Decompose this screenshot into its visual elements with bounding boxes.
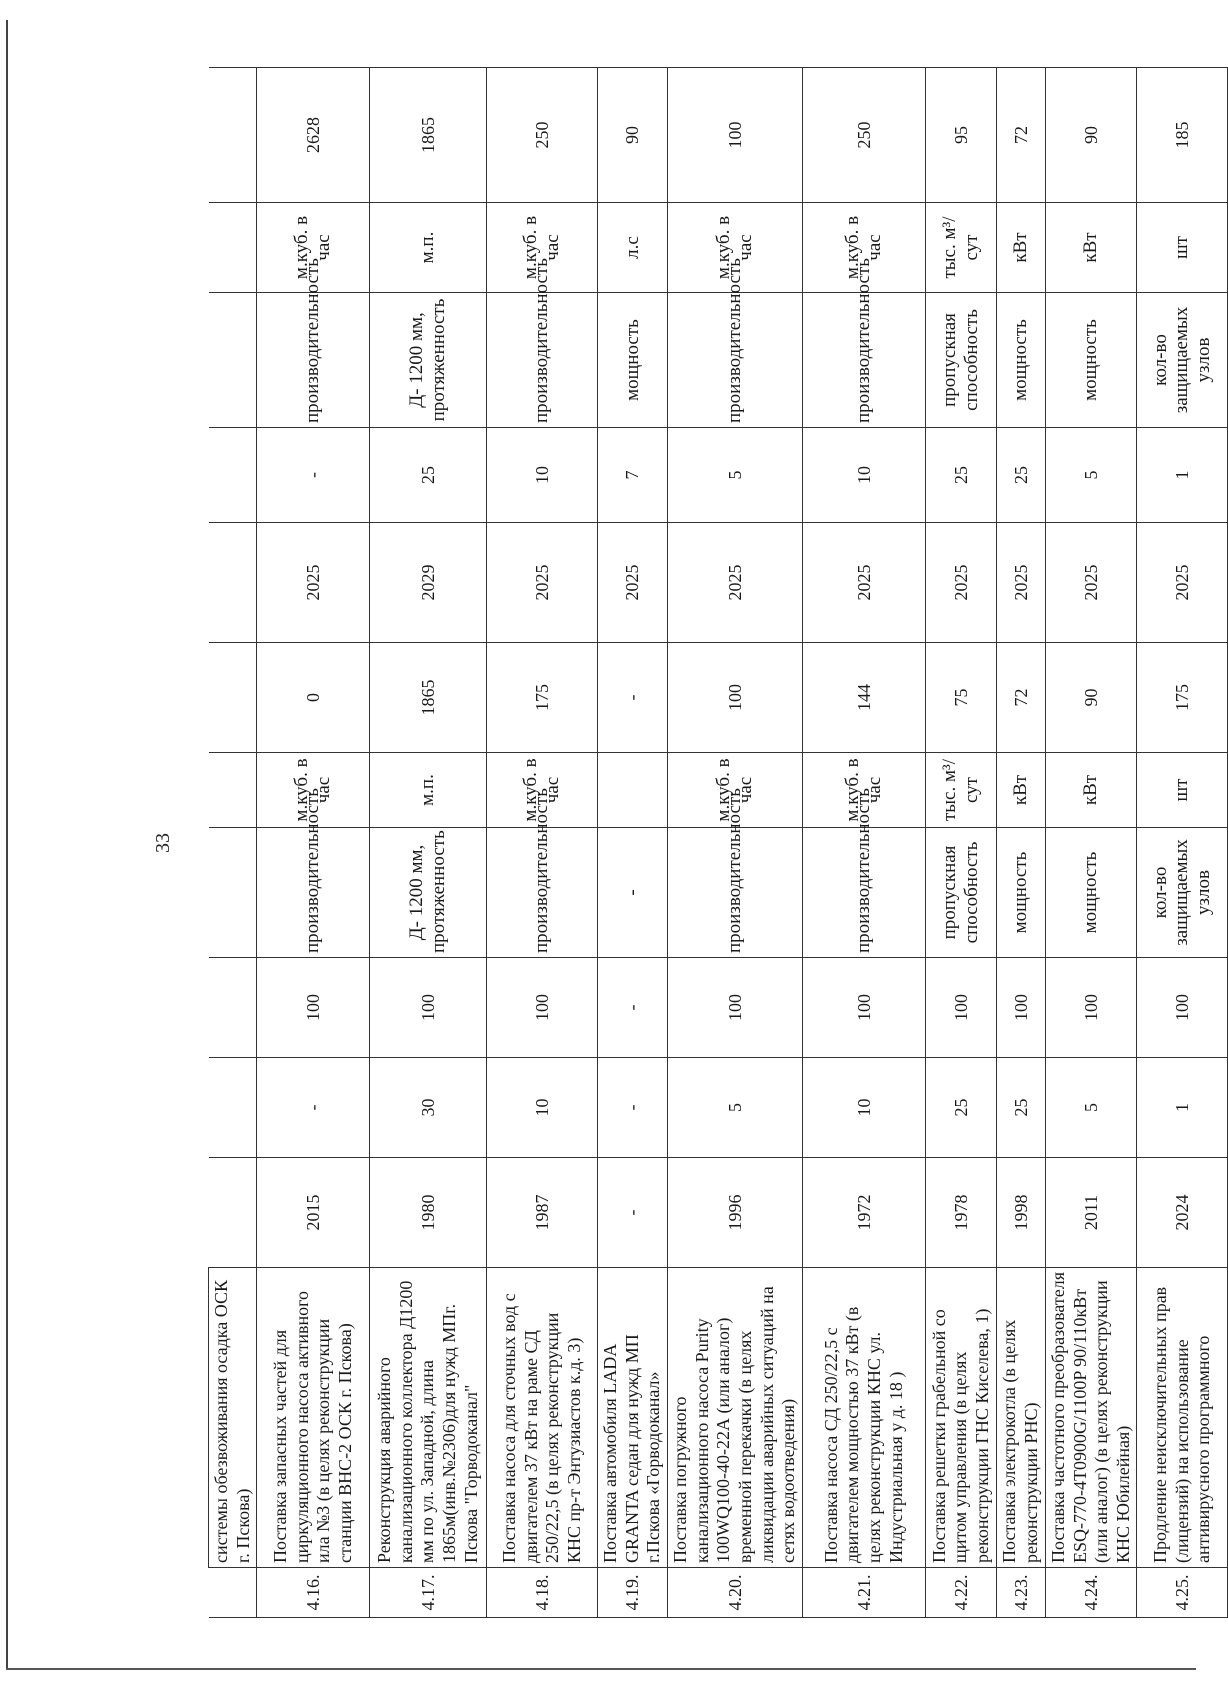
table-cell-share: 100	[996, 958, 1045, 1058]
table-cell-unit-after: шт	[1137, 203, 1228, 293]
table-cell-unit-before: м.куб. в час	[487, 753, 598, 828]
table-cell-lifetime: -	[257, 428, 370, 523]
table-row	[257, 68, 370, 1618]
table-cell-unit-after: м.куб. в час	[257, 203, 370, 293]
table-cell-wear: -	[598, 1058, 668, 1158]
table-cell-unit-before: м.куб. в час	[257, 753, 370, 828]
table-row	[996, 68, 1045, 1618]
table-cell-parameter-before: производительность	[487, 828, 598, 958]
page-number: 33	[152, 833, 174, 853]
table-cell-year-plan: 2025	[925, 523, 996, 643]
table-cell-unit-before	[598, 753, 668, 828]
table-cell-share: 100	[1045, 958, 1136, 1058]
table-cell-description: Поставка насоса СД 250/22,5 с двигателем мощностью 37 кВт (в целях реконструкции КНС ул. Индустриальная у д. 18 )	[802, 1268, 925, 1568]
table-cell-wear: -	[257, 1058, 370, 1158]
table-row	[1137, 68, 1228, 1618]
table-cell-description: Поставка электрокотла (в целях реконструкции РНС)	[996, 1268, 1045, 1568]
table-cell-share: 100	[257, 958, 370, 1058]
table-cell-parameter-after: производительность	[487, 293, 598, 428]
table-cell-year-plan: 2025	[996, 523, 1045, 643]
table-cell-num: 4.17.	[370, 1568, 487, 1618]
table-cell-lifetime: 7	[598, 428, 668, 523]
table-cell-share: 100	[667, 958, 802, 1058]
table-cell-empty	[209, 523, 257, 643]
table-cell-value-before: -	[598, 643, 668, 753]
table-cell-lifetime: 5	[667, 428, 802, 523]
table-cell-description: Поставка запасных частей для циркуляционного насоса активного ила №3 (в целях реконструкции станции ВНС-2 ОСК г. Пскова)	[257, 1268, 370, 1568]
table-cell-parameter-before: -	[598, 828, 668, 958]
table-cell-num: 4.19.	[598, 1568, 668, 1618]
table-cell-value-after: 250	[487, 68, 598, 203]
scan-edge-left	[6, 20, 8, 1670]
table-cell-parameter-before: пропускная способность	[925, 828, 996, 958]
investment-table	[208, 67, 1228, 1618]
table-cell-unit-after: л.с	[598, 203, 668, 293]
table-cell-parameter-before: производительность	[257, 828, 370, 958]
table-row	[802, 68, 925, 1618]
table-cell-share: 100	[925, 958, 996, 1058]
table-row	[487, 68, 598, 1618]
table-cell-unit-after: тыс. м³/сут	[925, 203, 996, 293]
table-cell-wear: 10	[487, 1058, 598, 1158]
table-cell-num: 4.21.	[802, 1568, 925, 1618]
table-cell-unit-before: м.п.	[370, 753, 487, 828]
table-cell-unit-after: кВт	[1045, 203, 1136, 293]
table-body	[209, 68, 1228, 1618]
table-cell-value-after: 90	[598, 68, 668, 203]
table-cell-parameter-before: мощность	[1045, 828, 1136, 958]
table-cell-empty	[209, 958, 257, 1058]
table-cell-year-plan: 2025	[667, 523, 802, 643]
table-cell-wear: 25	[996, 1058, 1045, 1158]
table-cell-unit-after: м.п.	[370, 203, 487, 293]
table-cell-num	[209, 1568, 257, 1618]
table-cell-value-before: 175	[1137, 643, 1228, 753]
table-cell-parameter-after: производительность	[257, 293, 370, 428]
table-cell-parameter-before: кол-во защищаемых узлов	[1137, 828, 1228, 958]
table-cell-year-built: 1980	[370, 1158, 487, 1268]
table-cell-lifetime: 10	[802, 428, 925, 523]
table-cell-description: Реконструкция аварийного канализационного коллектора Д1200 мм по ул. Западной, длина 1865м(инв.№2306)для нужд МПг. Пскова "Горводоканал"	[370, 1268, 487, 1568]
table-cell-year-built: 2015	[257, 1158, 370, 1268]
table-cell-parameter-after: производительность	[667, 293, 802, 428]
table-cell-empty	[209, 428, 257, 523]
table-cell-parameter-after: Д- 1200 мм, протяженность	[370, 293, 487, 428]
table-cell-empty	[209, 293, 257, 428]
table-cell-description: Поставка решетки грабельной со щитом управления (в целях реконструкции ГНС Киселева, 1)	[925, 1268, 996, 1568]
table-cell-num: 4.18.	[487, 1568, 598, 1618]
table-cell-value-before: 175	[487, 643, 598, 753]
table-row	[370, 68, 487, 1618]
table-cell-value-before: 144	[802, 643, 925, 753]
table-cell-unit-after: м.куб. в час	[802, 203, 925, 293]
table-cell-num: 4.23.	[996, 1568, 1045, 1618]
table-cell-num: 4.22.	[925, 1568, 996, 1618]
table-cell-lifetime: 10	[487, 428, 598, 523]
table-cell-empty	[209, 1158, 257, 1268]
table-cell-value-before: 1865	[370, 643, 487, 753]
table-cell-wear: 5	[667, 1058, 802, 1158]
table-cell-lifetime: 25	[925, 428, 996, 523]
table-cell-parameter-after: производительность	[802, 293, 925, 428]
table-cell-value-after: 250	[802, 68, 925, 203]
table-cell-year-built: 1972	[802, 1158, 925, 1268]
table-cell-unit-after: м.куб. в час	[487, 203, 598, 293]
table-cell-value-before: 90	[1045, 643, 1136, 753]
table-cell-parameter-after: кол-во защищаемых узлов	[1137, 293, 1228, 428]
table-row-continuation	[209, 68, 257, 1618]
table-cell-wear: 25	[925, 1058, 996, 1158]
table-cell-parameter-after: мощность	[598, 293, 668, 428]
table-cell-parameter-after: пропускная способность	[925, 293, 996, 428]
table-row	[1045, 68, 1136, 1618]
table-cell-value-after: 2628	[257, 68, 370, 203]
table-cell-value-after: 95	[925, 68, 996, 203]
table-cell-unit-before: м.куб. в час	[667, 753, 802, 828]
table-cell-value-before: 72	[996, 643, 1045, 753]
table-cell-num: 4.25.	[1137, 1568, 1228, 1618]
rotated-content	[80, 68, 1215, 1618]
table-cell-year-plan: 2025	[487, 523, 598, 643]
table-cell-value-after: 90	[1045, 68, 1136, 203]
table-cell-year-built: 1978	[925, 1158, 996, 1268]
table-cell-year-plan: 2025	[257, 523, 370, 643]
table-cell-value-after: 1865	[370, 68, 487, 203]
table-cell-year-built: 1987	[487, 1158, 598, 1268]
table-cell-num: 4.16.	[257, 1568, 370, 1618]
table-cell-value-after: 100	[667, 68, 802, 203]
table-cell-year-built: 1998	[996, 1158, 1045, 1268]
table-cell-year-plan: 2025	[1137, 523, 1228, 643]
table-cell-unit-after: м.куб. в час	[667, 203, 802, 293]
table-cell-share: 100	[370, 958, 487, 1058]
table-row	[598, 68, 668, 1618]
table-cell-parameter-before: мощность	[996, 828, 1045, 958]
table-cell-empty	[209, 1058, 257, 1158]
table-cell-value-after: 185	[1137, 68, 1228, 203]
table-cell-year-built: -	[598, 1158, 668, 1268]
table-cell-parameter-before: производительность	[667, 828, 802, 958]
table-cell-lifetime: 5	[1045, 428, 1136, 523]
table-cell-empty	[209, 828, 257, 958]
table-cell-lifetime: 25	[370, 428, 487, 523]
table-cell-lifetime: 25	[996, 428, 1045, 523]
table-cell-wear: 30	[370, 1058, 487, 1158]
table-cell-description: Продление неисключительных прав (лицензий) на использование антивирусного программного	[1137, 1268, 1228, 1568]
table-cell-num: 4.20.	[667, 1568, 802, 1618]
table-cell-empty	[209, 643, 257, 753]
table-cell-value-before: 0	[257, 643, 370, 753]
table-cell-description: системы обезвоживания осадка ОСК г. Пскова)	[209, 1268, 257, 1568]
table-row	[925, 68, 996, 1618]
table-cell-num: 4.24.	[1045, 1568, 1136, 1618]
table-cell-year-plan: 2025	[598, 523, 668, 643]
table-cell-parameter-before: производительность	[802, 828, 925, 958]
table-cell-lifetime: 1	[1137, 428, 1228, 523]
table-cell-year-plan: 2025	[802, 523, 925, 643]
table-cell-unit-before: кВт	[1045, 753, 1136, 828]
table-cell-value-after: 72	[996, 68, 1045, 203]
table-cell-description: Поставка автомобиля LADA GRANTA седан для нужд МП г.Пскова «Горводоканал»	[598, 1268, 668, 1568]
table-cell-unit-after: кВт	[996, 203, 1045, 293]
table-cell-empty	[209, 68, 257, 203]
table-cell-unit-before: тыс. м³/сут	[925, 753, 996, 828]
table-cell-parameter-before: Д- 1200 мм, протяженность	[370, 828, 487, 958]
table-cell-year-built: 1996	[667, 1158, 802, 1268]
table-cell-wear: 10	[802, 1058, 925, 1158]
table-cell-year-plan: 2029	[370, 523, 487, 643]
table-cell-description: Поставка насоса для сточных вод с двигателем 37 кВт на раме СД 250/22,5 (в целях реконструкции КНС пр-т Энтузиастов к.д. 3)	[487, 1268, 598, 1568]
table-cell-value-before: 100	[667, 643, 802, 753]
table-cell-year-built: 2011	[1045, 1158, 1136, 1268]
table-cell-year-plan: 2025	[1045, 523, 1136, 643]
table-cell-unit-before: шт	[1137, 753, 1228, 828]
table-cell-description: Поставка погружного канализационного насоса Purity 100WQ100-40-22А (или аналог) временной перекачки (в целях ликвидации аварийных ситуаций на сетях водоотведения)	[667, 1268, 802, 1568]
table-cell-empty	[209, 753, 257, 828]
table-cell-wear: 1	[1137, 1058, 1228, 1158]
table-cell-share: 100	[487, 958, 598, 1058]
table-cell-parameter-after: мощность	[1045, 293, 1136, 428]
table-cell-share: -	[598, 958, 668, 1058]
table-cell-empty	[209, 203, 257, 293]
scan-edge-bottom	[6, 1668, 1196, 1670]
table-cell-unit-before: м.куб. в час	[802, 753, 925, 828]
table-cell-share: 100	[802, 958, 925, 1058]
table-cell-parameter-after: мощность	[996, 293, 1045, 428]
table-cell-wear: 5	[1045, 1058, 1136, 1158]
table-cell-year-built: 2024	[1137, 1158, 1228, 1268]
table-cell-unit-before: кВт	[996, 753, 1045, 828]
table-cell-share: 100	[1137, 958, 1228, 1058]
table-row	[667, 68, 802, 1618]
table-cell-value-before: 75	[925, 643, 996, 753]
table-cell-description: Поставка частотного преобразователя ESQ-770-4T0900G/1100P 90/110кВт (или аналог) (в целях реконструкции КНС Юбилейная)	[1045, 1268, 1136, 1568]
